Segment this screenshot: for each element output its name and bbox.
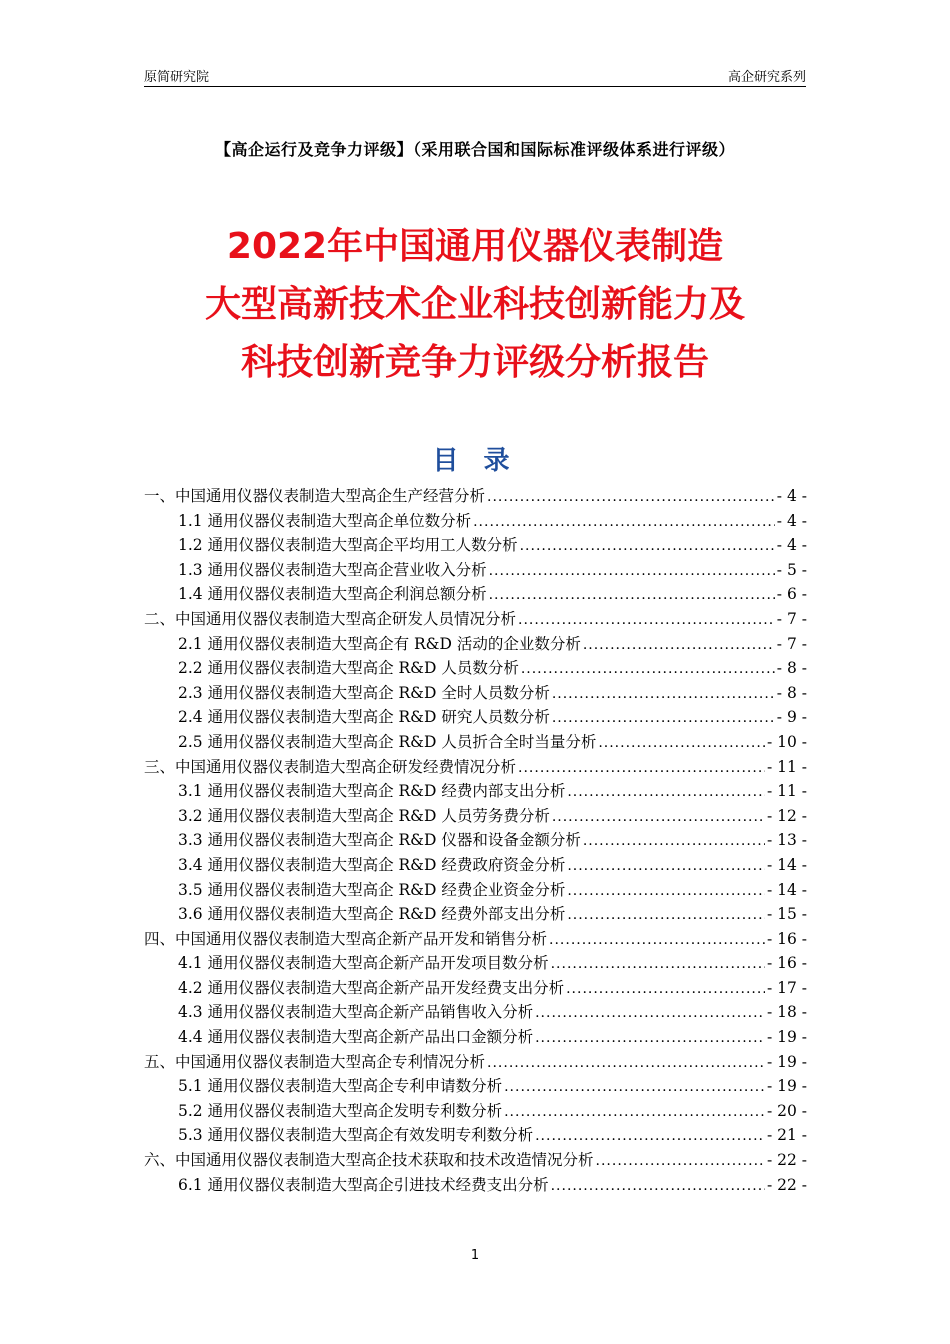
toc-entry-label: 3.6 通用仪器仪表制造大型高企 R&D 经费外部支出分析	[178, 905, 566, 924]
toc-entry-page: - 8 -	[776, 683, 807, 702]
toc-leader-dots	[518, 612, 775, 628]
toc-entry-label: 4.1 通用仪器仪表制造大型高企新产品开发项目数分析	[178, 954, 549, 973]
toc-entry-label: 5.3 通用仪器仪表制造大型高企有效发明专利数分析	[178, 1126, 534, 1145]
toc-entry[interactable]	[144, 582, 807, 607]
toc-leader-dots	[567, 784, 765, 800]
toc-leader-dots	[504, 1079, 765, 1095]
toc-entry-label: 1.2 通用仪器仪表制造大型高企平均用工人数分析	[178, 536, 518, 555]
toc-entry-page: - 12 -	[766, 806, 807, 825]
toc-entry-label: 四、中国通用仪器仪表制造大型高企新产品开发和销售分析	[144, 929, 548, 948]
toc-entry[interactable]	[144, 484, 807, 509]
page-number: 1	[470, 1248, 480, 1263]
toc-leader-dots	[487, 489, 775, 505]
toc-entry[interactable]	[144, 1025, 807, 1050]
toc-entry-label: 三、中国通用仪器仪表制造大型高企研发经费情况分析	[144, 757, 517, 776]
toc-entry[interactable]	[144, 853, 807, 878]
toc-entry[interactable]	[144, 533, 807, 558]
header-series-name: 高企研究系列	[727, 70, 806, 85]
toc-entry-label: 4.4 通用仪器仪表制造大型高企新产品出口金额分析	[178, 1028, 534, 1047]
toc-entry-label: 2.3 通用仪器仪表制造大型高企 R&D 全时人员数分析	[178, 683, 550, 702]
toc-entry[interactable]	[144, 755, 807, 780]
toc-entry-page: - 9 -	[776, 708, 807, 727]
toc-entry-page: - 21 -	[766, 1126, 807, 1145]
toc-leader-dots	[521, 661, 775, 677]
toc-entry-label: 2.4 通用仪器仪表制造大型高企 R&D 研究人员数分析	[178, 708, 550, 727]
toc-entry-page: - 22 -	[766, 1151, 807, 1170]
toc-heading: 目 录	[432, 446, 518, 476]
toc-leader-dots	[489, 587, 775, 603]
toc-leader-dots	[596, 1153, 765, 1169]
toc-entry-label: 二、中国通用仪器仪表制造大型高企研发人员情况分析	[144, 609, 517, 628]
toc-entry-label: 3.3 通用仪器仪表制造大型高企 R&D 仪器和设备金额分析	[178, 831, 581, 850]
toc-entry-page: - 7 -	[776, 609, 807, 628]
toc-entry-label: 2.5 通用仪器仪表制造大型高企 R&D 人员折合全时当量分析	[178, 732, 597, 751]
toc-leader-dots	[566, 981, 765, 997]
toc-entry[interactable]	[144, 1148, 807, 1173]
toc-entry[interactable]	[144, 632, 807, 657]
toc-leader-dots	[567, 907, 765, 923]
toc-entry-label: 3.2 通用仪器仪表制造大型高企 R&D 人员劳务费分析	[178, 806, 550, 825]
toc-leader-dots	[504, 1104, 765, 1120]
toc-entry-label: 1.4 通用仪器仪表制造大型高企利润总额分析	[178, 585, 487, 604]
toc-entry[interactable]	[144, 656, 807, 681]
toc-entry-page: - 20 -	[766, 1101, 807, 1120]
toc-entry[interactable]	[144, 878, 807, 903]
toc-leader-dots	[551, 956, 765, 972]
toc-entry-label: 4.2 通用仪器仪表制造大型高企新产品开发经费支出分析	[178, 978, 565, 997]
toc-entry-page: - 4 -	[776, 536, 807, 555]
report-title-line: 科技创新竞争力评级分析报告	[240, 342, 709, 383]
toc-leader-dots	[598, 735, 765, 751]
toc-entry[interactable]	[144, 705, 807, 730]
toc-leader-dots	[473, 514, 775, 530]
toc-leader-dots	[552, 710, 775, 726]
report-title	[0, 218, 950, 392]
toc-entry-page: - 10 -	[766, 732, 807, 751]
toc-entry-label: 5.1 通用仪器仪表制造大型高企专利申请数分析	[178, 1077, 503, 1096]
toc-entry-label: 3.5 通用仪器仪表制造大型高企 R&D 经费企业资金分析	[178, 880, 566, 899]
toc-leader-dots	[551, 1178, 765, 1194]
toc-entry-page: - 14 -	[766, 880, 807, 899]
toc-entry-label: 6.1 通用仪器仪表制造大型高企引进技术经费支出分析	[178, 1175, 549, 1194]
toc-leader-dots	[583, 637, 775, 653]
report-title-line: 大型高新技术企业科技创新能力及	[204, 284, 745, 325]
toc-leader-dots	[583, 833, 765, 849]
toc-entry-page: - 16 -	[766, 954, 807, 973]
toc-entry-page: - 4 -	[776, 511, 807, 530]
toc-leader-dots	[487, 1055, 765, 1071]
toc-entry[interactable]	[144, 1000, 807, 1025]
toc-entry-page: - 16 -	[766, 929, 807, 948]
toc-leader-dots	[567, 883, 765, 899]
toc-entry-page: - 5 -	[776, 560, 807, 579]
toc-entry-page: - 19 -	[766, 1052, 807, 1071]
toc-entry-page: - 14 -	[766, 855, 807, 874]
toc-entry-label: 1.1 通用仪器仪表制造大型高企单位数分析	[178, 511, 472, 530]
toc-entry-page: - 11 -	[766, 782, 807, 801]
toc-entry[interactable]	[144, 558, 807, 583]
toc-entry-label: 3.4 通用仪器仪表制造大型高企 R&D 经费政府资金分析	[178, 855, 566, 874]
toc-entry[interactable]	[144, 828, 807, 853]
toc-entry-page: - 22 -	[766, 1175, 807, 1194]
toc-entry-page: - 13 -	[766, 831, 807, 850]
toc-entry-page: - 19 -	[766, 1077, 807, 1096]
table-of-contents	[144, 484, 807, 1197]
toc-leader-dots	[535, 1128, 765, 1144]
toc-entry-label: 1.3 通用仪器仪表制造大型高企营业收入分析	[178, 560, 487, 579]
toc-leader-dots	[520, 538, 775, 554]
toc-entry[interactable]	[144, 804, 807, 829]
toc-entry-page: - 17 -	[766, 978, 807, 997]
toc-entry[interactable]	[144, 730, 807, 755]
toc-entry-page: - 18 -	[766, 1003, 807, 1022]
toc-entry[interactable]	[144, 951, 807, 976]
toc-entry-page: - 19 -	[766, 1028, 807, 1047]
toc-leader-dots	[535, 1005, 765, 1021]
toc-leader-dots	[535, 1030, 765, 1046]
toc-entry[interactable]	[144, 681, 807, 706]
header-org-name: 原简研究院	[144, 70, 210, 85]
toc-entry[interactable]	[144, 1099, 807, 1124]
toc-entry-label: 4.3 通用仪器仪表制造大型高企新产品销售收入分析	[178, 1003, 534, 1022]
toc-entry[interactable]	[144, 1050, 807, 1075]
toc-entry-label: 2.1 通用仪器仪表制造大型高企有 R&D 活动的企业数分析	[178, 634, 581, 653]
toc-entry-label: 五、中国通用仪器仪表制造大型高企专利情况分析	[144, 1052, 486, 1071]
toc-entry-page: - 11 -	[766, 757, 807, 776]
page-header	[144, 64, 806, 87]
toc-entry[interactable]	[144, 902, 807, 927]
toc-entry-page: - 4 -	[776, 487, 807, 505]
toc-entry[interactable]	[144, 509, 807, 534]
toc-entry-label: 2.2 通用仪器仪表制造大型高企 R&D 人员数分析	[178, 659, 519, 678]
toc-entry-page: - 6 -	[776, 585, 807, 604]
toc-entry-label: 一、中国通用仪器仪表制造大型高企生产经营分析	[144, 487, 486, 505]
toc-entry[interactable]	[144, 1173, 807, 1198]
toc-entry-page: - 7 -	[776, 634, 807, 653]
report-subtitle: 【高企运行及竞争力评级】（采用联合国和国际标准评级体系进行评级）	[214, 140, 735, 159]
toc-entry[interactable]	[144, 976, 807, 1001]
toc-leader-dots	[567, 858, 765, 874]
toc-leader-dots	[552, 809, 765, 825]
toc-entry[interactable]	[144, 1074, 807, 1099]
report-title-line: 2022年中国通用仪器仪表制造	[226, 226, 724, 267]
toc-entry[interactable]	[144, 607, 807, 632]
toc-entry-page: - 8 -	[776, 659, 807, 678]
toc-entry-page: - 15 -	[766, 905, 807, 924]
toc-entry-label: 六、中国通用仪器仪表制造大型高企技术获取和技术改造情况分析	[144, 1151, 594, 1170]
toc-leader-dots	[518, 760, 765, 776]
toc-entry[interactable]	[144, 927, 807, 952]
toc-entry[interactable]	[144, 779, 807, 804]
toc-leader-dots	[489, 563, 775, 579]
toc-leader-dots	[552, 686, 775, 702]
toc-entry[interactable]	[144, 1123, 807, 1148]
toc-entry-label: 5.2 通用仪器仪表制造大型高企发明专利数分析	[178, 1101, 503, 1120]
toc-leader-dots	[549, 932, 765, 948]
toc-entry-label: 3.1 通用仪器仪表制造大型高企 R&D 经费内部支出分析	[178, 782, 566, 801]
